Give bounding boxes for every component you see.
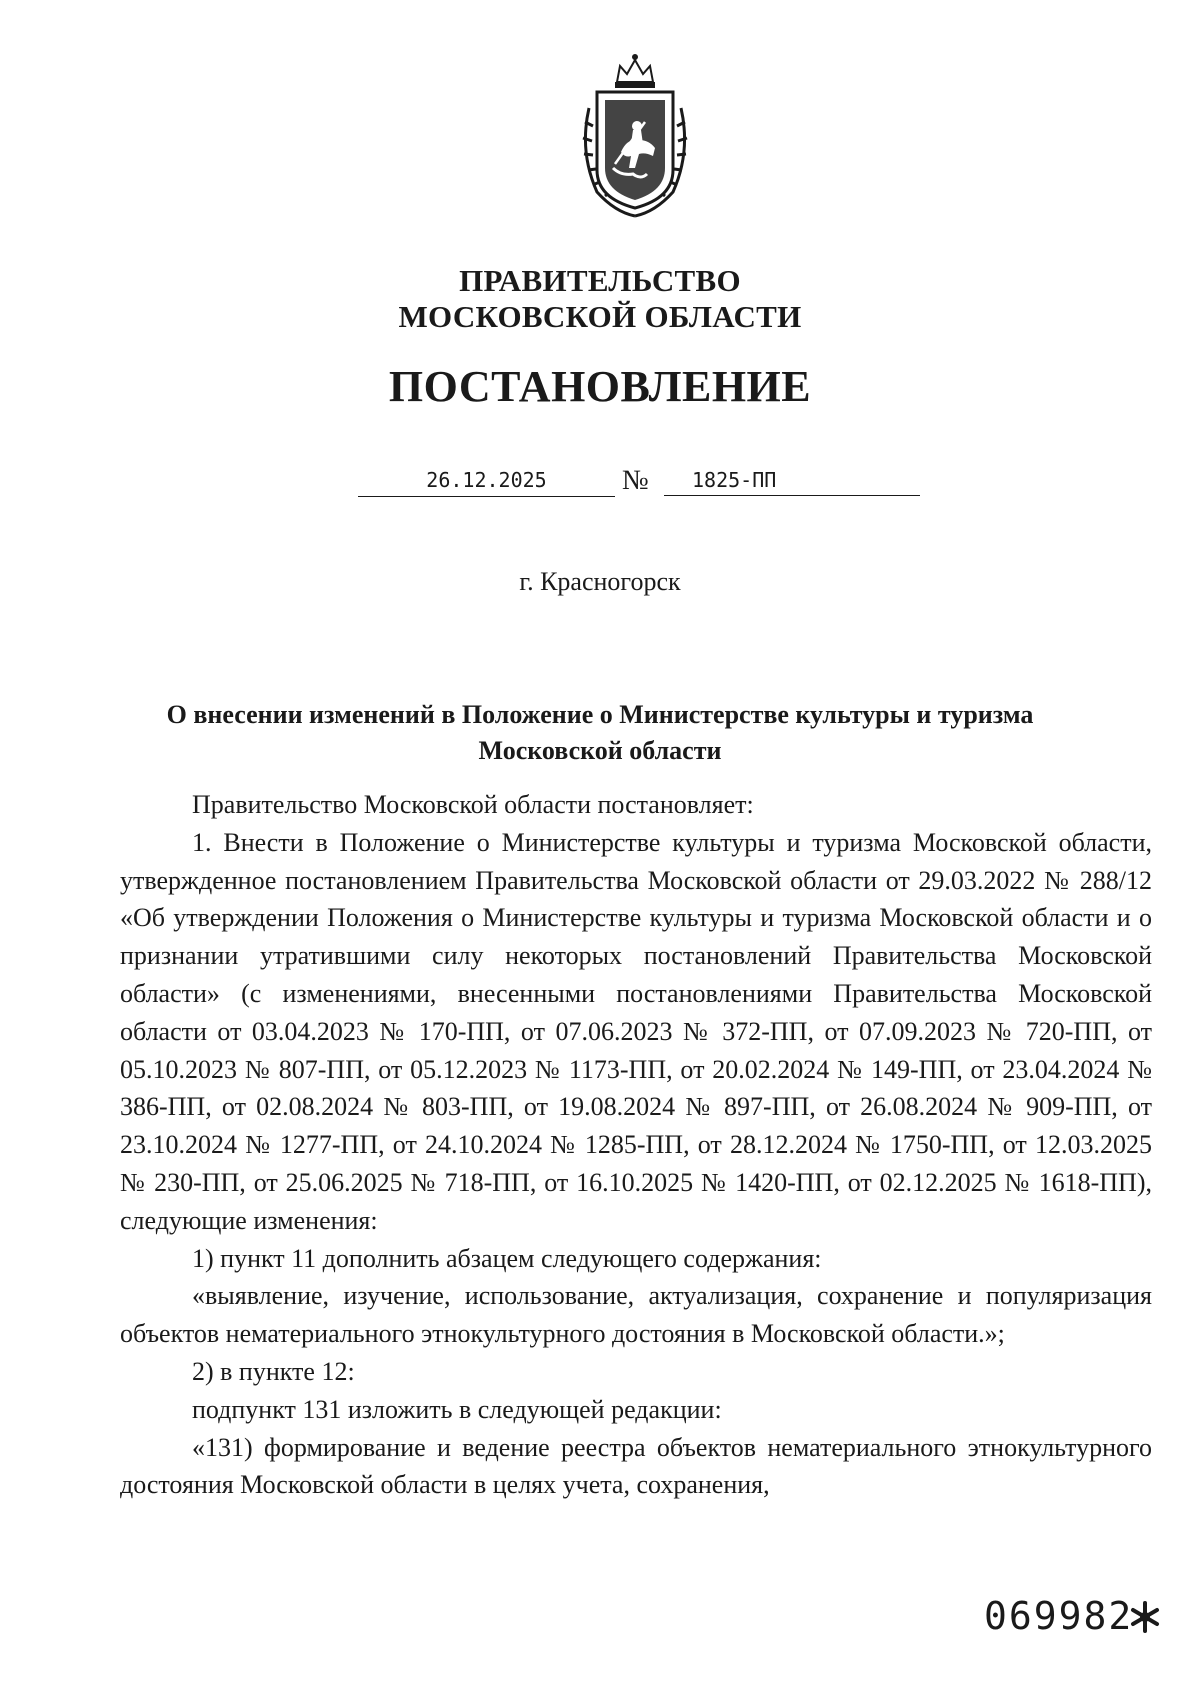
body-quote-1: «выявление, изучение, использование, актуализация, сохранение и популяризация объектов нематериального этнокультурного достояния в Московской области.»; <box>120 1281 1152 1349</box>
number-sign: № <box>622 465 649 496</box>
document-subject-line-2: Московской области <box>478 736 722 765</box>
document-type-title: ПОСТАНОВЛЕНИЕ <box>388 362 812 411</box>
asterisk-icon <box>1128 1600 1162 1634</box>
form-serial-number: 069982 <box>984 1594 1134 1638</box>
body-subitem-2: 2) в пункте 12: <box>192 1356 355 1386</box>
body-quote-2: «131) формирование и ведение реестра объектов нематериального этнокультурного достояния Московской области в целях учета, сохранения, <box>120 1432 1152 1500</box>
issuing-authority-line-1: ПРАВИТЕЛЬСТВО <box>459 263 741 298</box>
issuing-authority-line-2: МОСКОВСКОЙ ОБЛАСТИ <box>398 299 802 334</box>
document-subject <box>120 697 1080 769</box>
document-date: 26.12.2025 <box>358 466 615 497</box>
moscow-oblast-coat-of-arms-icon <box>575 52 695 222</box>
body-subitem-1: 1) пункт 11 дополнить абзацем следующего содержания: <box>192 1243 822 1273</box>
issuing-city: г. Красногорск <box>519 567 681 596</box>
body-intro: Правительство Московской области постановляет: <box>192 790 754 819</box>
body-subitem-2-text: подпункт 131 изложить в следующей редакции: <box>192 1394 722 1424</box>
document-body <box>120 786 1152 1504</box>
issuing-authority-title <box>0 263 1200 335</box>
body-item-1: 1. Внести в Положение о Министерстве культуры и туризма Московской области, утвержденное постановлением Правительства Московской области от 29.03.2022 № 288/12 «Об утверждении Положения о Министерстве культуры и туризма Московской области и о признании утратившими силу некоторых постановлений Правительства Московской области» (с изменениями, внесенными постановлениями Правительства Московской области от 03.04.2023 № 170-ПП, от 07.06.2023 № 372-ПП, от 07.09.2023 № 720-ПП, от 05.10.2023 № 807-ПП, от 05.12.2023 № 1173-ПП, от 20.02.2024 № 149-ПП, от 23.04.2024 № 386-ПП, от 02.08.2024 № 803-ПП, от 19.08.2024 № 897-ПП, от 26.08.2024 № 909-ПП, от 23.10.2024 № 1277-ПП, от 24.10.2024 № 1285-ПП, от 28.12.2024 № 1750-ПП, от 12.03.2025 № 230-ПП, от 25.06.2025 № 718-ПП, от 16.10.2025 № 1420-ПП, от 02.12.2025 № 1618-ПП), следующие изменения: <box>120 827 1152 1235</box>
document-subject-line-1: О внесении изменений в Положение о Министерстве культуры и туризма <box>166 700 1034 729</box>
document-number: 1825-ПП <box>664 466 920 496</box>
